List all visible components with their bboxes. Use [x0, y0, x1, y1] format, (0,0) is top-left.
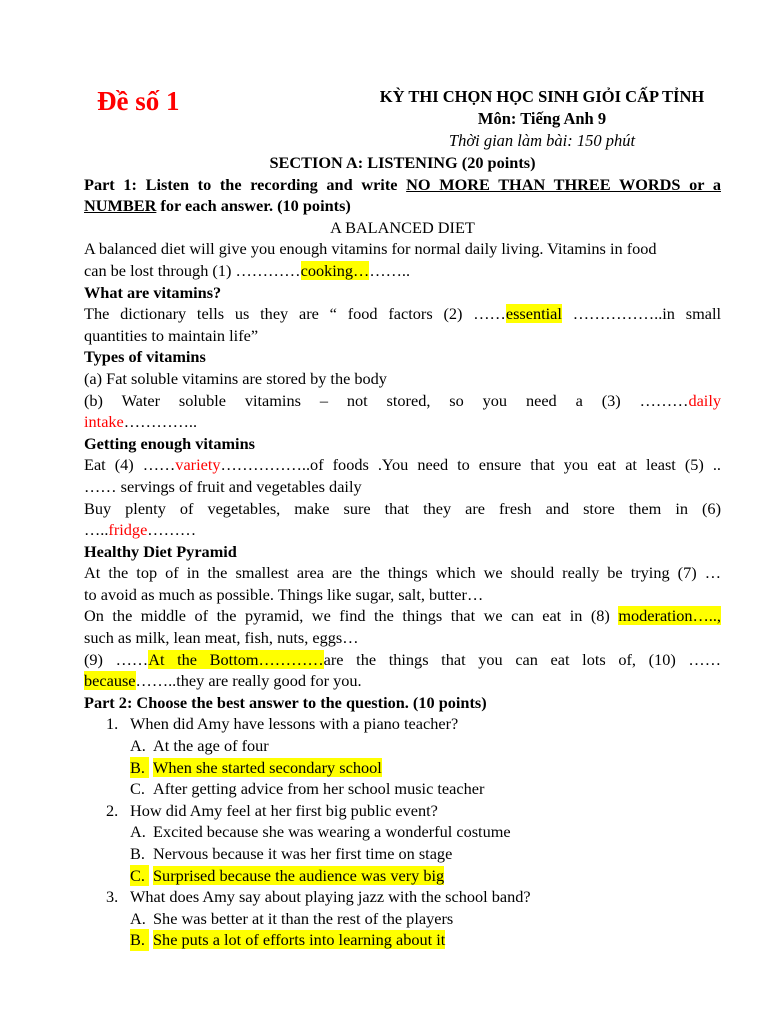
- passage-paragraph: A balanced diet will give you enough vitamins for normal daily living. Vitamins in food can be lost through (1) …………cooking………..: [84, 239, 657, 280]
- answer-8: moderation…..,: [618, 606, 721, 626]
- question-item: 3. What does Amy say about playing jazz with the school band?: [106, 887, 531, 907]
- answer-2: essential: [505, 304, 562, 324]
- answer-option-correct: C. Surprised because the audience was very big: [130, 865, 445, 885]
- exam-title: KỲ THI CHỌN HỌC SINH GIỎI CẤP TỈNH: [379, 87, 705, 106]
- answer-option: B. Nervous because it was her first time on stage: [130, 844, 453, 863]
- exam-time: Thời gian làm bài: 150 phút: [448, 131, 636, 150]
- answer-1: cooking…: [300, 260, 370, 280]
- part2-title: Part 2: Choose the best answer to the question. (10 points): [84, 692, 487, 712]
- answer-option: A. Excited because she was wearing a wonderful costume: [130, 822, 511, 842]
- passage-paragraph: Eat (4) ……variety……………..of foods .You need to ensure that you eat at least (5) .. …… servings of fruit and vegetables daily Buy plenty of vegetables, make sure that they are fresh and store them in (6) …..fridge………: [84, 455, 721, 540]
- exam-body: [84, 152, 721, 951]
- subheading: Healthy Diet Pyramid: [84, 541, 237, 561]
- answer-9: At the Bottom…………: [148, 649, 324, 669]
- answer-option-correct: B. She puts a lot of efforts into learning about it: [130, 930, 446, 950]
- passage-title: A BALANCED DIET: [330, 217, 475, 237]
- subheading: Types of vitamins: [84, 347, 206, 367]
- subheading: What are vitamins?: [84, 282, 222, 302]
- subheading: Getting enough vitamins: [84, 433, 255, 453]
- question-item: 1. When did Amy have lessons with a piano teacher?: [106, 714, 459, 734]
- answer-10: because: [84, 671, 136, 691]
- answer-3: daily: [688, 390, 721, 410]
- answer-option: A. At the age of four: [130, 736, 269, 756]
- answer-4: variety: [175, 455, 221, 475]
- section-title: SECTION A: LISTENING (20 points): [269, 153, 536, 172]
- passage-paragraph: At the top of in the smallest area are the things which we should really be trying (7) … to avoid as much as possible. Things like sugar, salt, butter… On the middle of the pyramid, we find the things that we can eat in (8) moderation….., such as milk, lean meat, fish, nuts, eggs… (9) ……At the Bottom…………are the things that you can eat lots of, (10) …… because……..they are really good for you.: [84, 563, 721, 691]
- part1-instructions: Part 1: Listen to the recording and write NO MORE THAN THREE WORDS or a NUMBER for each answer. (10 points): [84, 174, 721, 216]
- answer-option: C. After getting advice from her school music teacher: [130, 779, 485, 799]
- passage-paragraph: (a) Fat soluble vitamins are stored by the body (b) Water soluble vitamins – not stored, so you need a (3) ………daily intake…………..: [84, 368, 721, 432]
- question-item: 2. How did Amy feel at her first big public event?: [106, 800, 438, 820]
- answer-option: A. She was better at it than the rest of the players: [130, 908, 454, 928]
- question-list: [84, 713, 721, 951]
- answer-6: fridge: [108, 520, 148, 540]
- passage-paragraph: The dictionary tells us they are “ food factors (2) ……essential ……………..in small quantities to maintain life”: [84, 304, 722, 345]
- answer-option-correct: B. When she started secondary school: [130, 757, 382, 777]
- exam-number: Đề số 1: [97, 86, 180, 116]
- exam-subject: Môn: Tiếng Anh 9: [477, 109, 607, 128]
